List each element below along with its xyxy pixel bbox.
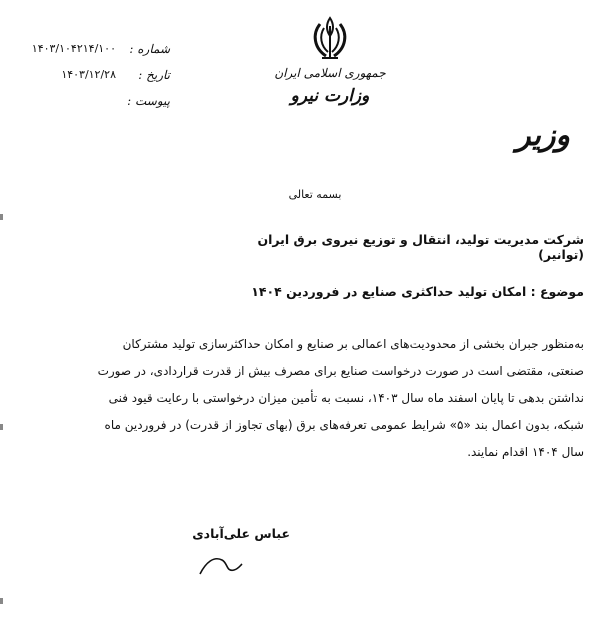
letter-number: ۱۴۰۳/۱۰۴۲۱۴/۱۰۰ bbox=[31, 42, 116, 55]
number-label: شماره : bbox=[129, 42, 170, 56]
body-line: صنعتی، مقتضی است در صورت درخواست صنایع برای مصرف بیش از قدرت قراردادی، در صورت bbox=[97, 364, 584, 378]
recipient: شرکت مدیریت تولید، انتقال و توزیع نیروی برق ایران (توانیر) bbox=[257, 232, 584, 262]
iran-emblem-icon bbox=[308, 14, 352, 62]
letter-body bbox=[84, 331, 584, 466]
subject-line: موضوع : امکان تولید حداکثری صنایع در فروردین ۱۴۰۴ bbox=[251, 284, 584, 299]
attachment-label: پیوست : bbox=[127, 94, 170, 108]
republic-name: جمهوری اسلامی ایران bbox=[274, 66, 386, 80]
signature-scribble-icon bbox=[196, 550, 246, 580]
signer-name: عباس علی‌آبادی bbox=[192, 526, 290, 541]
minister-title: وزیر bbox=[516, 118, 570, 153]
body-line: به‌منظور جبران بخشی از محدودیت‌های اعمالی بر صنایع و امکان حداکثرسازی تولید مشترکان bbox=[122, 337, 584, 351]
scan-edge-mark bbox=[0, 424, 3, 430]
scan-edge-mark bbox=[0, 598, 3, 604]
ministry-name: وزارت نیرو bbox=[290, 86, 370, 106]
date-label: تاریخ : bbox=[138, 68, 170, 82]
scan-edge-mark bbox=[0, 214, 3, 220]
body-line: شبکه، بدون اعمال بند «۵» شرایط عمومی تعرفه‌های برق (بهای تجاوز از قدرت) در فروردین ماه bbox=[104, 418, 584, 432]
bismillah: بسمه تعالی bbox=[288, 188, 342, 201]
letter-date: ۱۴۰۳/۱۲/۲۸ bbox=[61, 68, 116, 81]
body-line: سال ۱۴۰۴ اقدام نمایند. bbox=[467, 445, 584, 459]
body-line: نداشتن بدهی تا پایان اسفند ماه سال ۱۴۰۳، نسبت به تأمین میزان درخواستی با رعایت قیود فنی bbox=[108, 391, 584, 405]
